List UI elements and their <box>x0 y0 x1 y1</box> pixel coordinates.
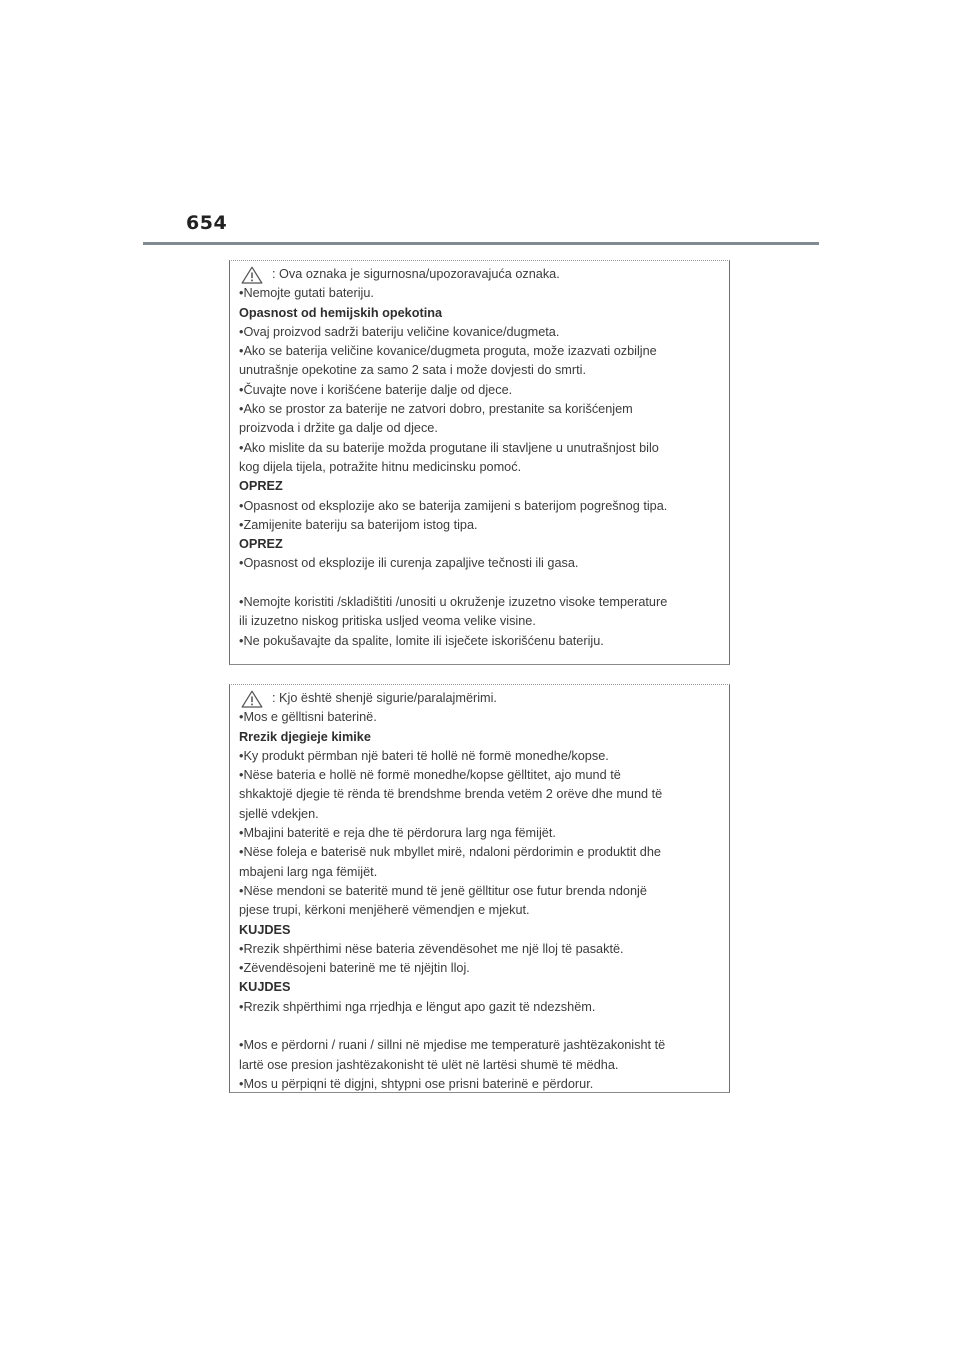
warning-text-line: •Nemojte gutati bateriju. <box>239 286 374 301</box>
warning-text-line: •Ako mislite da su baterije možda progutane ili stavljene u unutrašnjost bilo <box>239 440 659 455</box>
warning-text-lines <box>239 284 719 651</box>
paragraph-spacer <box>239 1017 719 1036</box>
warning-title-row <box>239 689 719 708</box>
section-heading: OPREZ <box>239 537 283 552</box>
warning-text-line: •Mos e përdorni / ruani / sillni në mjedise me temperaturë jashtëzakonisht të <box>239 1038 666 1053</box>
warning-text-line: •Ako se prostor za baterije ne zatvori dobro, prestanite sa korišćenjem <box>239 402 633 417</box>
section-heading: KUJDES <box>239 980 291 995</box>
warning-text-line: •Rrezik shpërthimi nga rrjedhja e lëngut apo gazit të ndezshëm. <box>239 999 596 1014</box>
warning-text-line: •Mbajini bateritë e reja dhe të përdorura larg nga fëmijët. <box>239 826 556 841</box>
warning-title-text: : Ova oznaka je sigurnosna/upozoravajuća oznaka. <box>272 267 560 281</box>
warning-title-row <box>239 265 719 284</box>
warning-text-line: •Mos e gëlltisni baterinë. <box>239 710 377 725</box>
warning-text-line: •Opasnost od eksplozije ako se baterija zamijeni s baterijom pogrešnog tipa. <box>239 498 668 513</box>
warning-text-line: •Zëvendësojeni baterinë me të njëjtin lloj. <box>239 961 470 976</box>
warning-text-line: •Mos u përpiqni të digjni, shtypni ose prisni baterinë e përdorur. <box>239 1076 594 1091</box>
warning-text-line: •Opasnost od eksplozije ili curenja zapaljive tečnosti ili gasa. <box>239 556 579 571</box>
warning-text-line: •Ovaj proizvod sadrži bateriju veličine kovanice/dugmeta. <box>239 324 560 339</box>
warning-text-line: unutrašnje opekotine za samo 2 sata i može dovjesti do smrti. <box>239 363 586 378</box>
warning-text-line: pjese trupi, kërkoni menjëherë vëmendjen e mjekut. <box>239 903 530 918</box>
warning-text-line: •Zamijenite bateriju sa baterijom istog tipa. <box>239 517 478 532</box>
warning-text-line: •Nemojte koristiti /skladištiti /unositi u okruženje izuzetno visoke temperature <box>239 595 668 610</box>
warning-title-text: : Kjo është shenjë sigurie/paralajmërimi. <box>272 691 497 705</box>
warning-text-line: •Ne pokušavajte da spalite, lomite ili isječete iskorišćenu bateriju. <box>239 633 604 648</box>
warning-box-serbian <box>229 260 730 665</box>
warning-text-line: mbajeni larg nga fëmijët. <box>239 864 378 879</box>
warning-text-line: •Čuvajte nove i korišćene baterije dalje od djece. <box>239 382 513 397</box>
section-heading: KUJDES <box>239 922 291 937</box>
warning-box-albanian <box>229 684 730 1093</box>
page-number: 654 <box>186 212 228 234</box>
warning-text-line: •Ako se baterija veličine kovanice/dugmeta proguta, može izazvati ozbiljne <box>239 344 657 359</box>
warning-text-line: •Nëse foleja e baterisë nuk mbyllet mirë, ndaloni përdorimin e produktit dhe <box>239 845 661 860</box>
section-heading: Opasnost od hemijskih opekotina <box>239 305 443 320</box>
warning-triangle-icon <box>241 690 263 708</box>
warning-text-line: ili izuzetno niskog pritiska usljed veoma velike visine. <box>239 614 536 629</box>
warning-text-line: proizvoda i držite ga dalje od djece. <box>239 421 438 436</box>
warning-text-line: •Ky produkt përmban një bateri të hollë në formë monedhe/kopse. <box>239 748 609 763</box>
section-heading: OPREZ <box>239 479 283 494</box>
header-divider <box>143 242 819 245</box>
warning-text-line: •Nëse mendoni se bateritë mund të jenë gëlltitur ose futur brenda ndonjë <box>239 883 647 898</box>
warning-text-line: sjellë vdekjen. <box>239 806 319 821</box>
warning-triangle-icon <box>241 266 263 284</box>
warning-text-line: lartë ose presion jashtëzakonisht të ulët në lartësi shumë të mëdha. <box>239 1057 619 1072</box>
paragraph-spacer <box>239 574 719 593</box>
warning-text-line: •Rrezik shpërthimi nëse bateria zëvendësohet me një lloj të pasaktë. <box>239 941 624 956</box>
warning-text-lines <box>239 708 719 1094</box>
warning-text-line: shkaktojë djegie të rënda të brendshme brenda vetëm 2 orëve dhe mund të <box>239 787 663 802</box>
section-heading: Rrezik djegieje kimike <box>239 729 371 744</box>
warning-text-line: •Nëse bateria e hollë në formë monedhe/kopse gëlltitet, ajo mund të <box>239 768 621 783</box>
warning-text-line: kog dijela tijela, potražite hitnu medicinsku pomoć. <box>239 459 522 474</box>
